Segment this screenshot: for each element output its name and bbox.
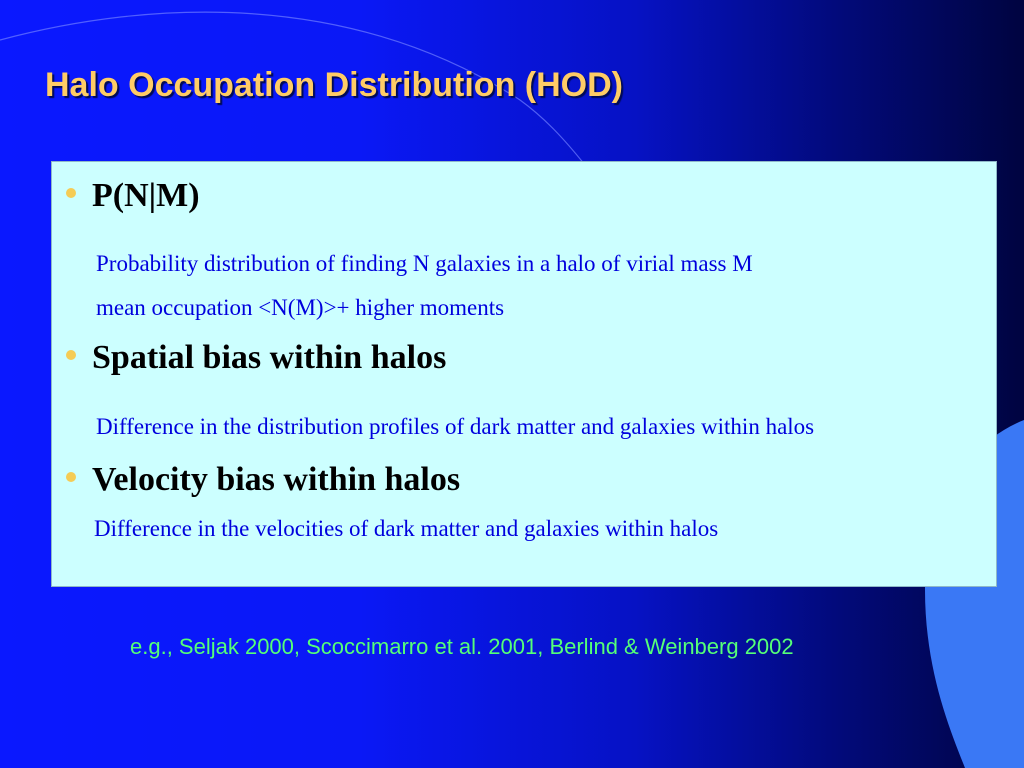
reference-citation: e.g., Seljak 2000, Scoccimarro et al. 2001, Berlind & Weinberg 2002 xyxy=(130,634,794,659)
bullet-heading: P(N|M) xyxy=(92,177,200,214)
bullet-dot-icon xyxy=(66,350,76,360)
bullet-dot-icon xyxy=(66,188,76,198)
bullet-item-velocity-bias xyxy=(66,463,460,497)
bullet-heading: Velocity bias within halos xyxy=(92,461,461,498)
bullet-heading: Spatial bias within halos xyxy=(92,339,447,376)
content-box xyxy=(51,161,997,587)
slide-title: Halo Occupation Distribution (HOD) xyxy=(45,66,623,104)
bullet-item-pnm xyxy=(66,179,200,213)
bullet-detail: mean occupation <N(M)>+ higher moments xyxy=(96,295,505,320)
bullet-dot-icon xyxy=(66,472,76,482)
bullet-detail: Probability distribution of finding N galaxies in a halo of virial mass M xyxy=(96,251,753,276)
bullet-detail: Difference in the distribution profiles of dark matter and galaxies within halos xyxy=(96,414,815,439)
bullet-item-spatial-bias xyxy=(66,341,446,375)
bullet-detail: Difference in the velocities of dark matter and galaxies within halos xyxy=(94,516,719,541)
